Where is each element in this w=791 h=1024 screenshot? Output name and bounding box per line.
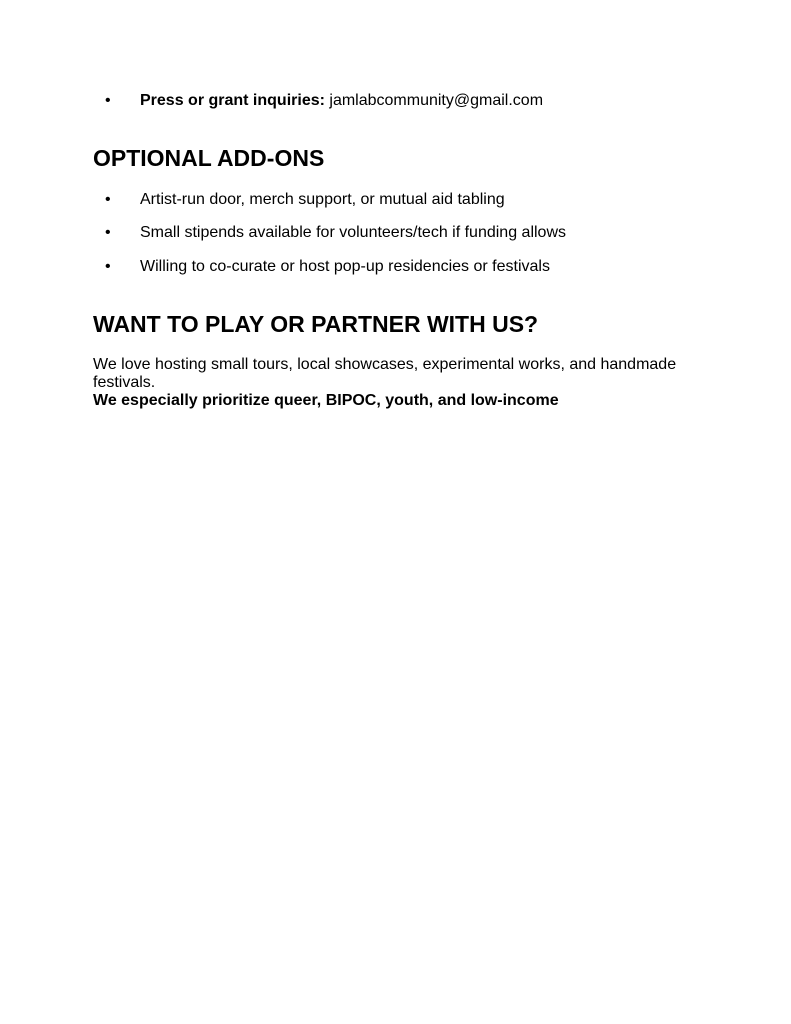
bullet-glyph: •	[105, 224, 111, 241]
press-inquiries-item	[0, 91, 791, 111]
partner-priority-paragraph	[93, 392, 693, 410]
addon-item-text: Artist-run door, merch support, or mutual aid tabling	[140, 191, 505, 208]
addon-item	[0, 257, 791, 277]
addon-item	[0, 190, 791, 210]
bullet-glyph: •	[105, 191, 111, 208]
press-email: jamlabcommunity@gmail.com	[329, 92, 544, 109]
partner-intro-paragraph	[93, 356, 693, 392]
partner-heading: WANT TO PLAY OR PARTNER WITH US?	[93, 311, 539, 337]
bullet-glyph: •	[105, 92, 111, 109]
addon-item	[0, 223, 791, 243]
partner-priority-text: We especially prioritize queer, BIPOC, youth, and low-income	[93, 392, 559, 409]
press-inquiries-text	[140, 91, 543, 111]
bullet-glyph: •	[105, 258, 111, 275]
addon-item-text: Willing to co-curate or host pop-up residencies or festivals	[140, 258, 550, 275]
partner-intro-text: We love hosting small tours, local showcases, experimental works, and handmade festivals.	[93, 356, 677, 391]
optional-addons-heading: OPTIONAL ADD-ONS	[93, 145, 325, 171]
press-inquiries-label: Press or grant inquiries:	[140, 92, 325, 109]
addon-item-text: Small stipends available for volunteers/tech if funding allows	[140, 224, 567, 241]
